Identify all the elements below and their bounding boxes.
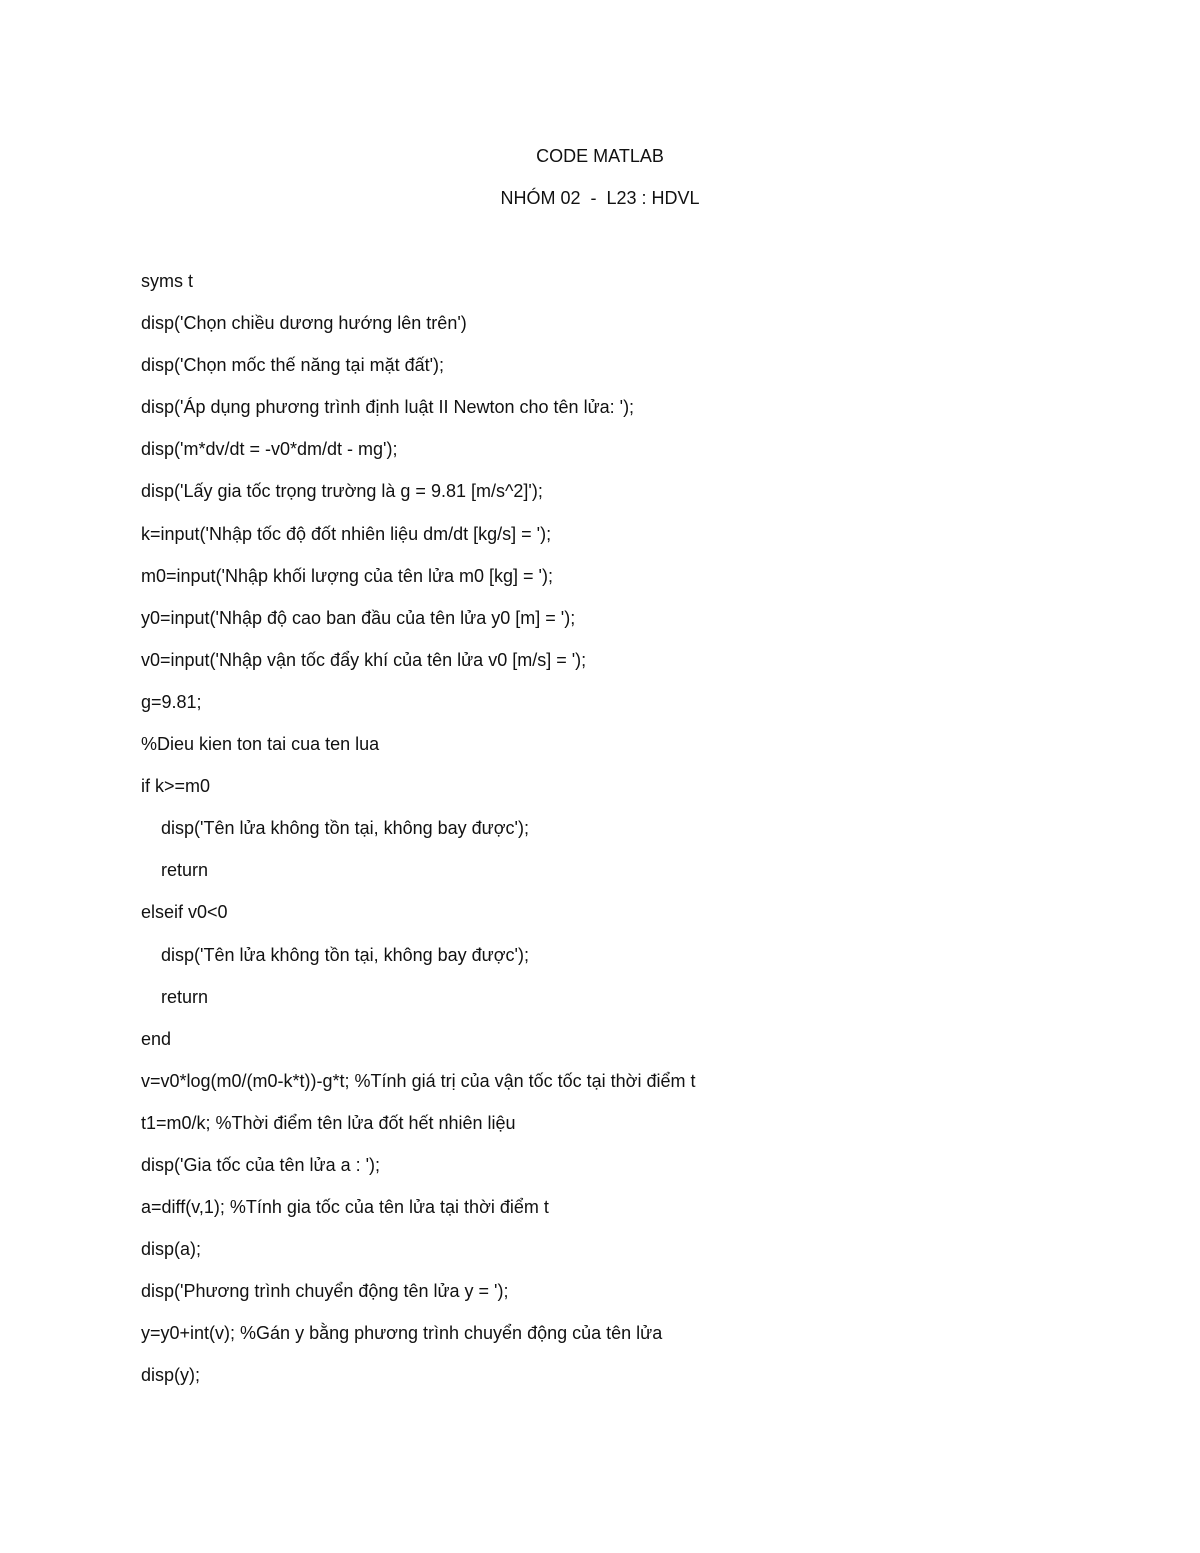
code-line: return — [161, 860, 209, 881]
code-line: elseif v0<0 — [141, 902, 228, 923]
code-line: return — [161, 986, 209, 1007]
code-listing — [141, 270, 1141, 1407]
code-line: t1=m0/k; %Thời điểm tên lửa đốt hết nhiên liệu — [141, 1112, 516, 1133]
code-line: if k>=m0 — [141, 776, 211, 797]
code-line: disp('Phương trình chuyển động tên lửa y = '); — [141, 1281, 509, 1302]
code-line: disp(y); — [141, 1365, 201, 1386]
code-line: disp('m*dv/dt = -v0*dm/dt - mg'); — [141, 439, 398, 460]
code-line: disp(a); — [141, 1239, 202, 1260]
code-line: disp('Chọn chiều dương hướng lên trên') — [141, 313, 467, 334]
code-line: disp('Tên lửa không tồn tại, không bay được'); — [161, 818, 529, 839]
code-line: disp('Chọn mốc thế năng tại mặt đất'); — [141, 355, 445, 376]
code-line: disp('Áp dụng phương trình định luật II Newton cho tên lửa: '); — [141, 397, 635, 418]
code-line: k=input('Nhập tốc độ đốt nhiên liệu dm/dt [kg/s] = '); — [141, 523, 552, 544]
code-line: end — [141, 1028, 172, 1049]
document-title: CODE MATLAB — [536, 146, 664, 166]
code-line: v0=input('Nhập vận tốc đẩy khí của tên lửa v0 [m/s] = '); — [141, 649, 587, 670]
code-line: y=y0+int(v); %Gán y bằng phương trình chuyển động của tên lửa — [141, 1323, 663, 1344]
code-line: y0=input('Nhập độ cao ban đầu của tên lửa y0 [m] = '); — [141, 607, 576, 628]
code-line: g=9.81; — [141, 691, 202, 712]
code-line: disp('Lấy gia tốc trọng trường là g = 9.81 [m/s^2]'); — [141, 481, 543, 502]
code-line: m0=input('Nhập khối lượng của tên lửa m0 [kg] = '); — [141, 565, 553, 586]
code-line: %Dieu kien ton tai cua ten lua — [141, 734, 380, 755]
code-line: disp('Gia tốc của tên lửa a : '); — [141, 1154, 381, 1175]
code-line: v=v0*log(m0/(m0-k*t))-g*t; %Tính giá trị của vận tốc tốc tại thời điểm t — [141, 1070, 696, 1091]
code-line: syms t — [141, 271, 193, 291]
code-line: a=diff(v,1); %Tính gia tốc của tên lửa tại thời điểm t — [141, 1197, 549, 1218]
code-line: disp('Tên lửa không tồn tại, không bay được'); — [161, 944, 529, 965]
document-subtitle: NHÓM 02 - L23 : HDVL — [500, 188, 700, 208]
